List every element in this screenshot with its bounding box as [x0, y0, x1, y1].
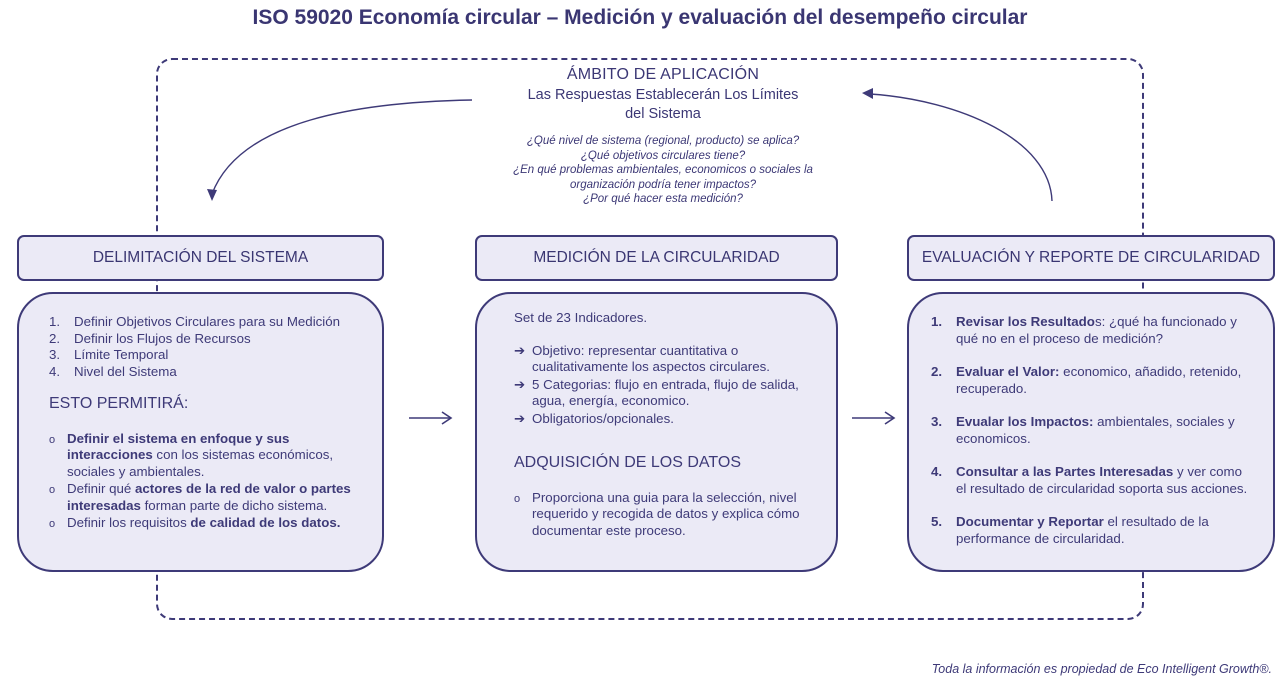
- data-acquisition-heading: ADQUISICIÓN DE LOS DATOS: [514, 454, 742, 471]
- list-item: 2. Definir los Flujos de Recursos: [49, 330, 251, 346]
- evaluation-header: EVALUACIÓN Y REPORTE DE CIRCULARIDAD: [907, 235, 1275, 281]
- arrow-right-icon: [408, 410, 454, 426]
- scope-question: organización podría tener impactos?: [569, 178, 757, 191]
- scope-questions: [440, 134, 886, 207]
- list-item: 3. Límite Temporal: [49, 347, 169, 362]
- copyright-footer: Toda la información es propiedad de Eco Intelligent Growth®.: [931, 662, 1272, 676]
- scope-subheading-line1: Las Respuestas Establecerán Los Límites: [527, 87, 799, 103]
- list-item: 1. Definir Objetivos Circulares para su Medición: [49, 314, 341, 329]
- bullet-marker: o: [49, 518, 56, 530]
- scope-question: ¿Por qué hacer esta medición?: [583, 193, 743, 206]
- enables-heading: ESTO PERMITIRÁ:: [49, 395, 189, 412]
- list-item: 5. Documentar y Reportar el resultado de la performance de circularidad.: [931, 514, 1209, 546]
- list-item: 1. Revisar los Resultados: ¿qué ha funcionado y qué no en el proceso de medición?: [931, 314, 1237, 346]
- list-item: 2. Evaluar el Valor: economico, añadido, retenido, recuperado.: [931, 364, 1242, 396]
- list-item: o Definir el sistema en enfoque y sus interacciones con los sistemas económicos, sociales y ambientales.: [49, 430, 334, 479]
- arrow-bullet-icon: ➔: [514, 410, 526, 426]
- delimitation-card: [17, 292, 384, 572]
- evaluation-card: [907, 292, 1275, 572]
- indicator-set-intro: Set de 23 Indicadores.: [514, 310, 648, 325]
- bullet-marker: o: [514, 492, 521, 505]
- scope-block: [440, 66, 886, 207]
- measurement-points: [514, 343, 814, 428]
- list-item: o Definir qué actores de la red de valor o partes interesadas forman parte de dicho sistema.: [49, 481, 351, 513]
- list-item: ➔ Objetivo: representar cuantitativa o cualitativamente los aspectos circulares.: [514, 342, 770, 374]
- scope-question: ¿Qué nivel de sistema (regional, producto) se aplica?: [526, 135, 800, 147]
- list-item: 3. Evualar los Impactos: ambientales, sociales y economicos.: [931, 414, 1235, 446]
- scope-question: ¿En qué problemas ambientales, economicos o sociales la: [513, 164, 813, 177]
- list-item: ➔ 5 Categorias: flujo en entrada, flujo de salida, agua, energía, economico.: [514, 376, 799, 408]
- scope-subheading-line2: del Sistema: [625, 106, 701, 122]
- list-item: o Definir los requisitos de calidad de los datos.: [49, 515, 362, 533]
- delimitation-header: DELIMITACIÓN DEL SISTEMA: [17, 235, 384, 281]
- curved-arrow-left-icon: [200, 90, 490, 210]
- curved-arrow-right-icon: [850, 80, 1070, 205]
- scope-subheading: [440, 86, 886, 124]
- arrow-bullet-icon: ➔: [514, 376, 526, 392]
- scope-question: ¿Qué objetivos circulares tiene?: [580, 149, 746, 162]
- measurement-header: MEDICIÓN DE LA CIRCULARIDAD: [475, 235, 838, 281]
- list-item: o Proporciona una guia para la selección, nivel requerido y recogida de datos y explica cómo documentar este proceso.: [514, 489, 800, 538]
- arrow-right-icon: [851, 410, 897, 426]
- arrow-bullet-icon: ➔: [514, 342, 526, 358]
- delimitation-steps: [49, 314, 362, 380]
- list-item: 4. Consultar a las Partes Interesadas y ver como el resultado de circularidad soporta sus acciones.: [931, 464, 1248, 496]
- measurement-card: [475, 292, 838, 572]
- page-title: ISO 59020 Economía circular – Medición y evaluación del desempeño circular: [252, 6, 1028, 29]
- list-item: ➔ Obligatorios/opcionales.: [514, 410, 674, 426]
- scope-heading: ÁMBITO DE APLICACIÓN: [566, 66, 760, 83]
- bullet-marker: o: [49, 433, 56, 446]
- bullet-marker: o: [49, 484, 56, 496]
- list-item: 4. Nivel del Sistema: [49, 363, 177, 379]
